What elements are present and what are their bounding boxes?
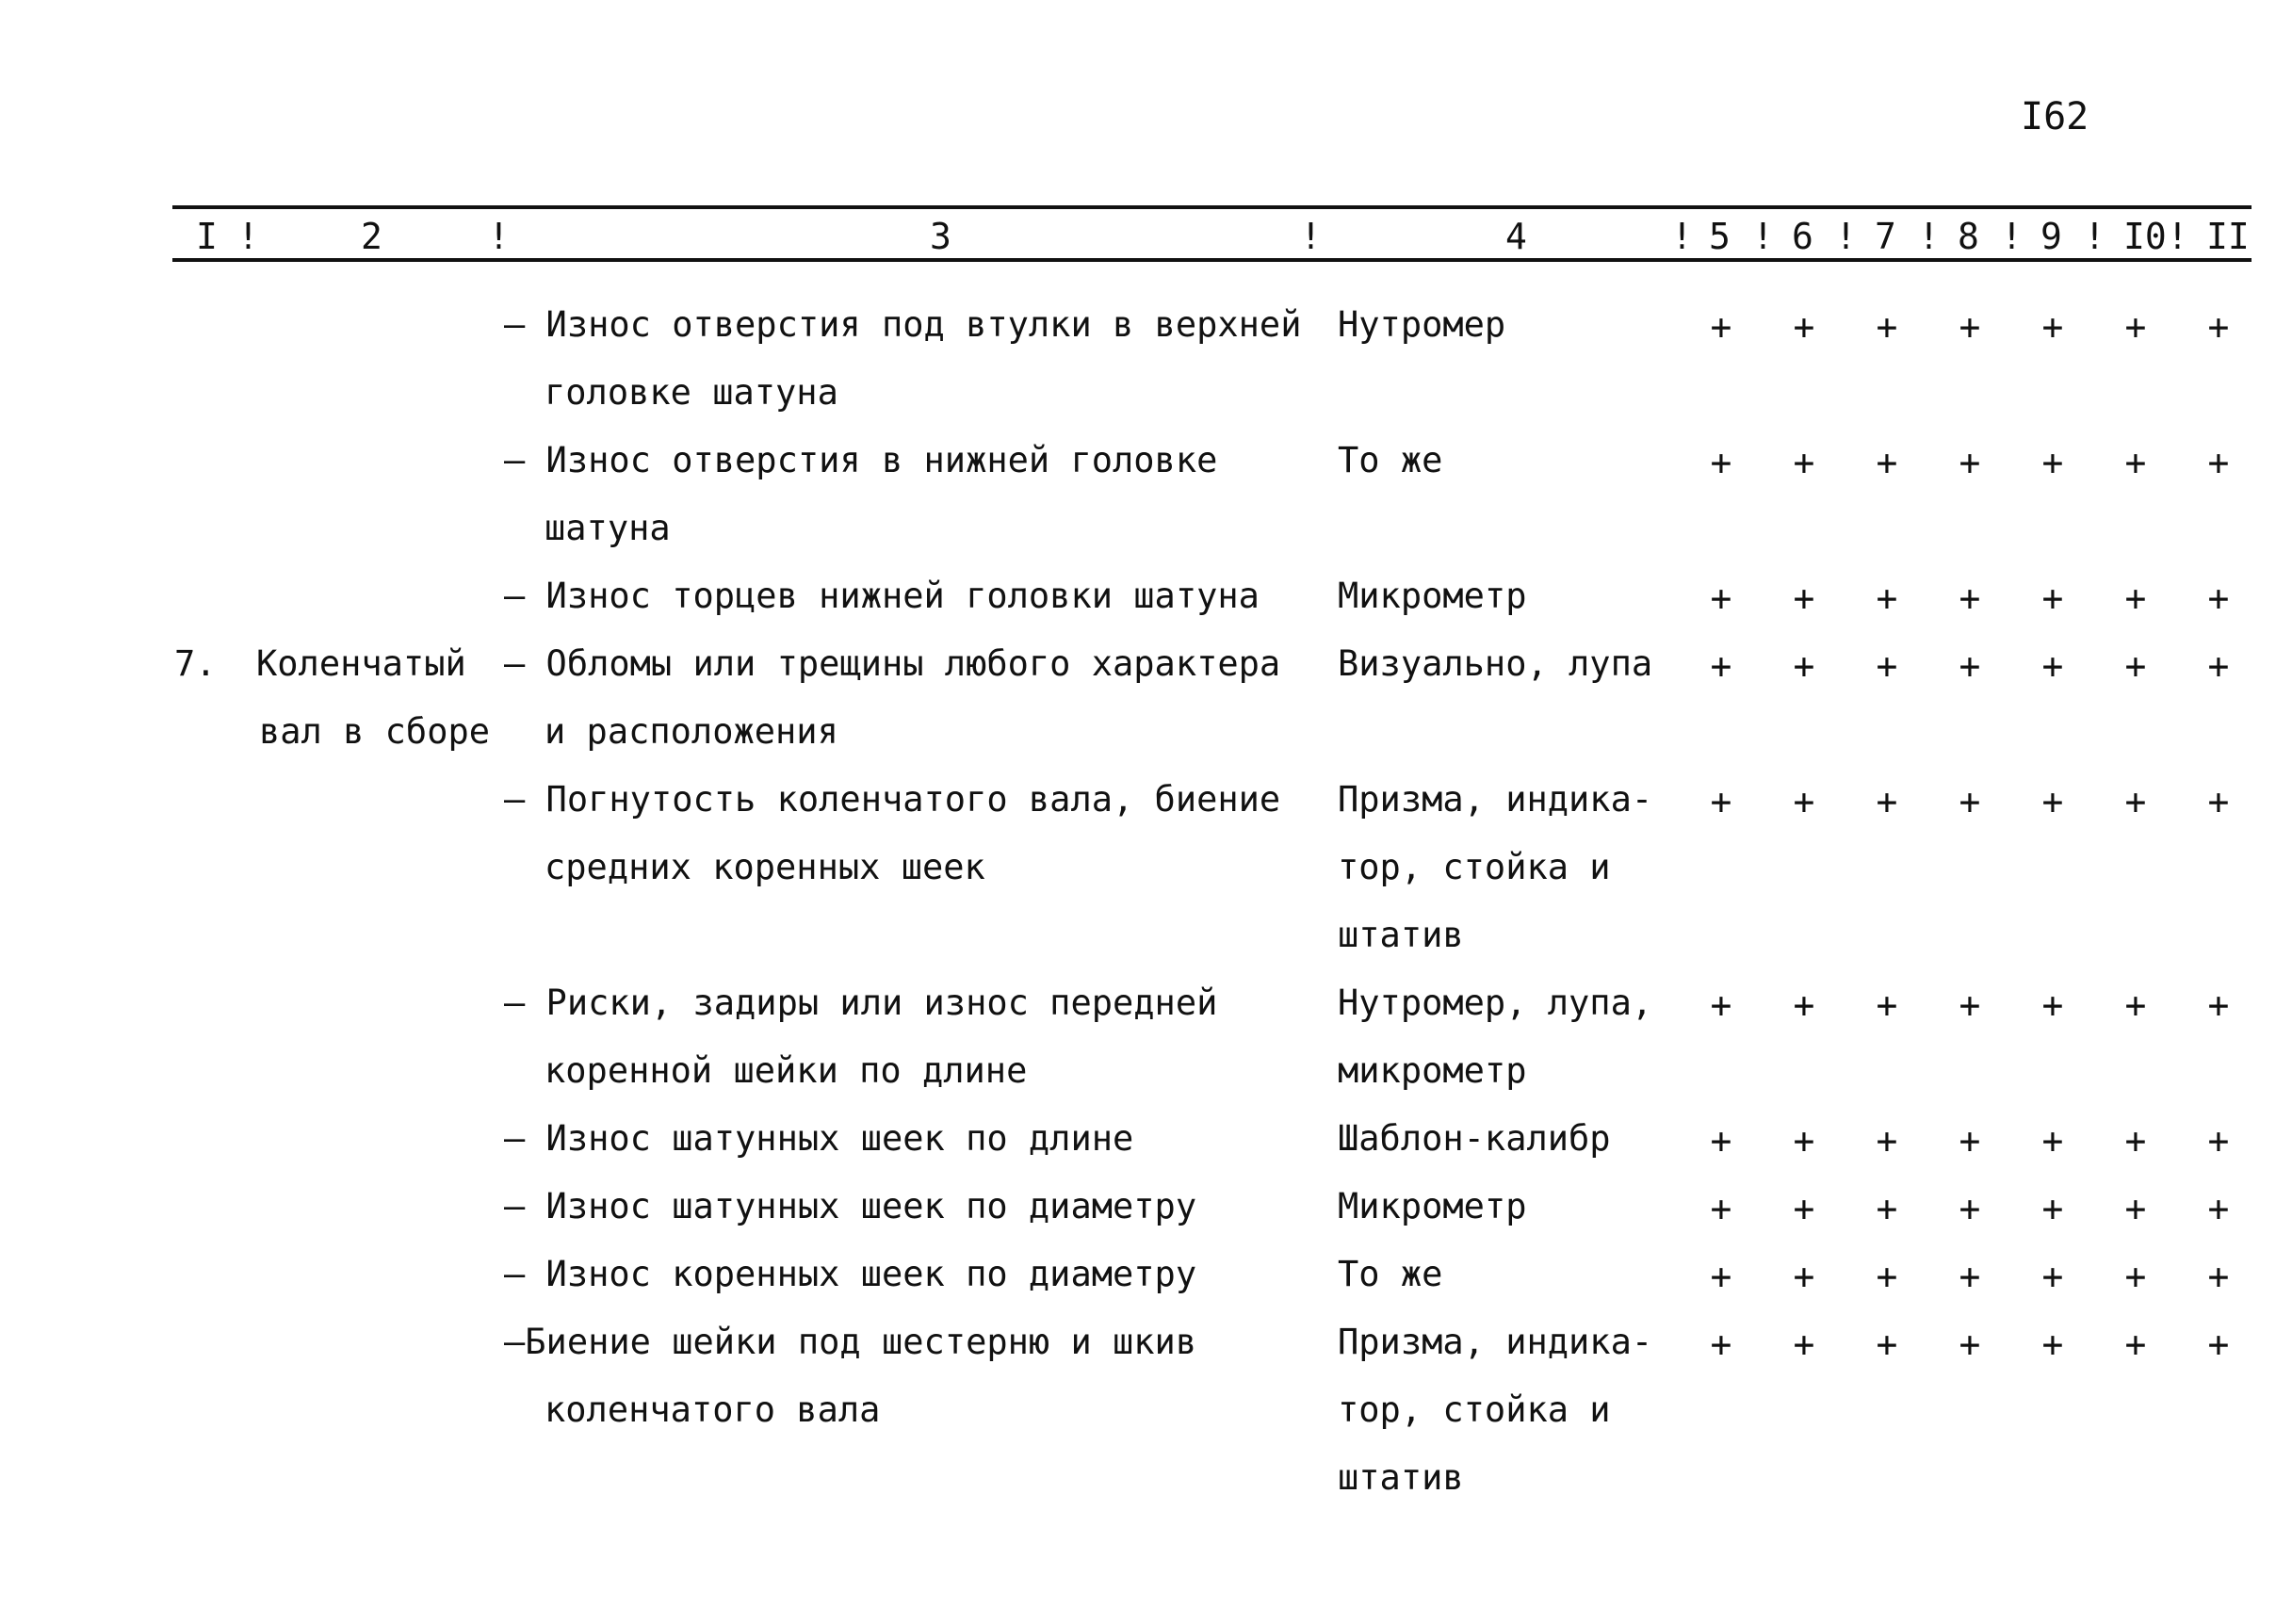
header-bottom-rule xyxy=(172,258,2252,262)
mark-col-8: + xyxy=(1959,1120,1981,1161)
mark-col-11: + xyxy=(2207,1120,2230,1161)
header-top-rule xyxy=(172,205,2252,209)
defect-text: – Риски, задиры или износ передней xyxy=(504,983,1218,1023)
mark-col-8: + xyxy=(1959,306,1981,348)
mark-col-7: + xyxy=(1876,577,1898,619)
header-col-11: II xyxy=(2206,216,2250,257)
mark-col-11: + xyxy=(2207,306,2230,348)
header-col-8: 8 xyxy=(1958,216,1979,257)
mark-col-5: + xyxy=(1710,1188,1732,1229)
mark-col-6: + xyxy=(1793,577,1815,619)
header-separator: ! xyxy=(1752,216,1774,257)
tool-text: Нутромер, лупа, xyxy=(1338,983,1653,1023)
mark-col-9: + xyxy=(2041,442,2064,483)
mark-col-9: + xyxy=(2041,984,2064,1026)
mark-col-9: + xyxy=(2041,306,2064,348)
tool-text: То же xyxy=(1338,1254,1443,1294)
tool-text: штатив xyxy=(1338,915,1464,955)
defect-text: шатуна xyxy=(545,508,671,548)
mark-col-10: + xyxy=(2124,781,2147,822)
tool-text: микрометр xyxy=(1338,1050,1527,1091)
mark-col-5: + xyxy=(1710,1256,1732,1297)
mark-col-10: + xyxy=(2124,306,2147,348)
defect-text: – Обломы или трещины любого характера xyxy=(504,643,1281,684)
mark-col-8: + xyxy=(1959,984,1981,1026)
mark-col-8: + xyxy=(1959,577,1981,619)
header-col-3: 3 xyxy=(930,216,951,257)
mark-col-6: + xyxy=(1793,984,1815,1026)
header-col-9: 9 xyxy=(2040,216,2062,257)
header-col-10: I0 xyxy=(2123,216,2167,257)
mark-col-9: + xyxy=(2041,645,2064,687)
header-separator: ! xyxy=(1918,216,1940,257)
defect-text: – Износ коренных шеек по диаметру xyxy=(504,1254,1197,1294)
page-number: I62 xyxy=(2021,95,2089,138)
mark-col-6: + xyxy=(1793,1188,1815,1229)
mark-col-7: + xyxy=(1876,306,1898,348)
mark-col-10: + xyxy=(2124,1188,2147,1229)
mark-col-10: + xyxy=(2124,577,2147,619)
header-col-6: 6 xyxy=(1792,216,1813,257)
mark-col-5: + xyxy=(1710,1324,1732,1365)
mark-col-11: + xyxy=(2207,577,2230,619)
mark-col-7: + xyxy=(1876,984,1898,1026)
defect-text: головке шатуна xyxy=(545,372,838,413)
mark-col-6: + xyxy=(1793,1324,1815,1365)
header-col-1: I xyxy=(196,216,218,257)
mark-col-8: + xyxy=(1959,781,1981,822)
header-separator: ! xyxy=(2084,216,2105,257)
mark-col-6: + xyxy=(1793,442,1815,483)
mark-col-5: + xyxy=(1710,306,1732,348)
mark-col-5: + xyxy=(1710,645,1732,687)
mark-col-8: + xyxy=(1959,1324,1981,1365)
header-separator: ! xyxy=(1671,216,1693,257)
mark-col-6: + xyxy=(1793,1120,1815,1161)
mark-col-9: + xyxy=(2041,577,2064,619)
header-separator: ! xyxy=(2167,216,2188,257)
header-separator: ! xyxy=(488,216,510,257)
tool-text: Микрометр xyxy=(1338,1186,1527,1226)
mark-col-9: + xyxy=(2041,1256,2064,1297)
header-separator: ! xyxy=(237,216,259,257)
header-separator: ! xyxy=(1300,216,1322,257)
mark-col-11: + xyxy=(2207,781,2230,822)
mark-col-11: + xyxy=(2207,645,2230,687)
tool-text: Призма, индика- xyxy=(1338,1322,1653,1362)
mark-col-10: + xyxy=(2124,1120,2147,1161)
tool-text: Нутромер xyxy=(1338,304,1506,345)
defect-text: средних коренных шеек xyxy=(545,847,985,887)
mark-col-6: + xyxy=(1793,645,1815,687)
mark-col-9: + xyxy=(2041,1120,2064,1161)
defect-text: коленчатого вала xyxy=(545,1389,881,1430)
mark-col-10: + xyxy=(2124,1256,2147,1297)
header-col-5: 5 xyxy=(1709,216,1731,257)
mark-col-10: + xyxy=(2124,442,2147,483)
defect-text: – Износ шатунных шеек по диаметру xyxy=(504,1186,1197,1226)
mark-col-5: + xyxy=(1710,442,1732,483)
mark-col-7: + xyxy=(1876,781,1898,822)
mark-col-7: + xyxy=(1876,645,1898,687)
item-name: вал в сборе xyxy=(259,711,491,752)
tool-text: Призма, индика- xyxy=(1338,779,1653,820)
mark-col-6: + xyxy=(1793,306,1815,348)
defect-text: –Биение шейки под шестерню и шкив xyxy=(504,1322,1197,1362)
tool-text: тор, стойка и xyxy=(1338,1389,1611,1430)
mark-col-7: + xyxy=(1876,1256,1898,1297)
header-col-7: 7 xyxy=(1875,216,1896,257)
defect-text: и расположения xyxy=(545,711,838,752)
tool-text: Шаблон-калибр xyxy=(1338,1118,1611,1159)
header-col-2: 2 xyxy=(361,216,382,257)
mark-col-7: + xyxy=(1876,1188,1898,1229)
mark-col-10: + xyxy=(2124,1324,2147,1365)
tool-text: тор, стойка и xyxy=(1338,847,1611,887)
mark-col-5: + xyxy=(1710,1120,1732,1161)
mark-col-8: + xyxy=(1959,1188,1981,1229)
mark-col-8: + xyxy=(1959,442,1981,483)
header-col-4: 4 xyxy=(1505,216,1527,257)
item-number: 7. xyxy=(174,643,217,684)
mark-col-9: + xyxy=(2041,781,2064,822)
mark-col-6: + xyxy=(1793,781,1815,822)
mark-col-5: + xyxy=(1710,577,1732,619)
mark-col-11: + xyxy=(2207,442,2230,483)
mark-col-7: + xyxy=(1876,1324,1898,1365)
mark-col-6: + xyxy=(1793,1256,1815,1297)
mark-col-10: + xyxy=(2124,984,2147,1026)
mark-col-5: + xyxy=(1710,781,1732,822)
mark-col-11: + xyxy=(2207,1256,2230,1297)
tool-text: Микрометр xyxy=(1338,576,1527,616)
defect-text: – Износ отверстия в нижней головке xyxy=(504,440,1218,480)
item-name: Коленчатый xyxy=(256,643,466,684)
mark-col-7: + xyxy=(1876,1120,1898,1161)
header-separator: ! xyxy=(2001,216,2023,257)
mark-col-11: + xyxy=(2207,1188,2230,1229)
defect-text: – Износ отверстия под втулки в верхней xyxy=(504,304,1302,345)
mark-col-10: + xyxy=(2124,645,2147,687)
mark-col-8: + xyxy=(1959,645,1981,687)
header-separator: ! xyxy=(1835,216,1857,257)
defect-text: коренной шейки по длине xyxy=(545,1050,1028,1091)
defect-text: – Погнутость коленчатого вала, биение xyxy=(504,779,1281,820)
mark-col-5: + xyxy=(1710,984,1732,1026)
mark-col-9: + xyxy=(2041,1324,2064,1365)
mark-col-11: + xyxy=(2207,1324,2230,1365)
mark-col-8: + xyxy=(1959,1256,1981,1297)
defect-text: – Износ шатунных шеек по длине xyxy=(504,1118,1134,1159)
tool-text: Визуально, лупа xyxy=(1338,643,1653,684)
mark-col-9: + xyxy=(2041,1188,2064,1229)
defect-text: – Износ торцев нижней головки шатуна xyxy=(504,576,1260,616)
tool-text: штатив xyxy=(1338,1457,1464,1498)
mark-col-11: + xyxy=(2207,984,2230,1026)
tool-text: То же xyxy=(1338,440,1443,480)
mark-col-7: + xyxy=(1876,442,1898,483)
